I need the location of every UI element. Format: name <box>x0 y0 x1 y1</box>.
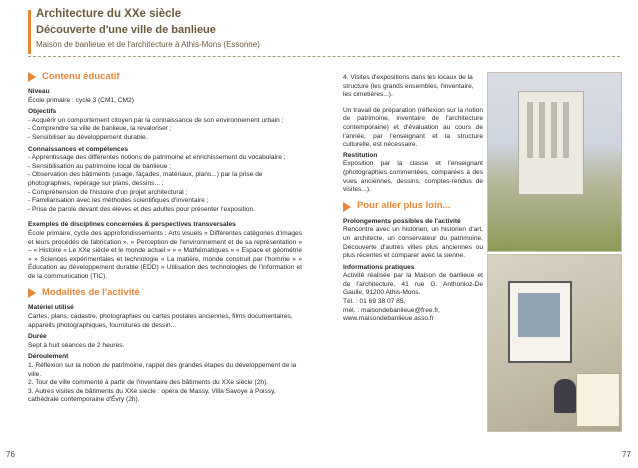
photo-column <box>487 72 625 430</box>
header-accent-bar <box>28 10 31 54</box>
deroulement-item: 3. Autres visites de bâtiments du XXe siècle : opéra de Massy, Villa Savoye à Poissy, cathédrale contemporaine d'Évry (2h). <box>28 387 276 404</box>
niveau-label: Niveau <box>28 88 50 95</box>
page-subtitle: Découverte d'une ville de banlieue <box>36 24 216 36</box>
deroulement-item-4: 4. Visites d'expositions dans les locaux de la structure (les grands ensembles, l'inventaire, les cimetières...). <box>343 74 474 99</box>
deroulement-item: 2. Tour de ville commenté à partir de l'inventaire des bâtiments du XXe siècle (2h). <box>28 379 269 387</box>
exhibition-photo <box>487 254 622 432</box>
objectif-item: - Comprendre sa ville de banlieue, la revaloriser ; <box>28 125 172 133</box>
objectif-item: - Acquérir un comportement citoyen par la connaissance de son environnement urbain ; <box>28 116 284 124</box>
exemples-label: Exemples de disciplines concernées & perspectives transversales <box>28 221 236 229</box>
competence-item: - Compréhension de l'histoire d'un projet architectural ; <box>28 188 188 196</box>
competence-item: - Sensibilisation au patrimoine local de banlieue ; <box>28 162 171 170</box>
prolongements-text: Rencontre avec un historien, un historien d'art, un architecte, un conservateur du patrimoine. Découverte d'autres villes plus anciennes ou plus récentes et comparer avec la sienne. <box>343 226 483 260</box>
niveau-text: École primaire : cycle 3 (CM1, CM2) <box>28 96 134 104</box>
building-sketch-image <box>518 91 584 195</box>
header-divider <box>28 56 620 57</box>
competence-item: - Prise de parole devant des élèves et des adultes pour présenter l'exposition. <box>28 205 256 213</box>
prolongements-label: Prolongements possibles de l'activité <box>343 217 461 225</box>
section-title: Contenu éducatif <box>42 70 120 82</box>
section-modalites <box>28 288 302 298</box>
section-title: Modalités de l'activité <box>42 287 140 299</box>
infos-line: Tél. : 01 69 38 07 85, <box>343 298 406 306</box>
competence-item: - Observation des bâtiments (usage, façades, matériaux, plans...) par la prise de photographies, repérage sur plans, dessins... ; <box>28 171 263 187</box>
deroulement-item: 1. Réflexion sur la notion de patrimoine, rappel des grandes étapes du développement de la ville. <box>28 362 297 378</box>
objectifs-label: Objectifs <box>28 108 57 116</box>
triangle-bullet-icon <box>343 202 351 212</box>
student-figure-image <box>554 379 576 413</box>
right-column <box>343 74 483 324</box>
exhibition-panel-image <box>508 281 572 363</box>
infos-line: mél. : maisondebanlieue@free.fr, <box>343 306 440 314</box>
triangle-bullet-icon <box>28 288 36 298</box>
building-drawing-photo <box>487 72 622 252</box>
infos-line: Activité réalisée par la Maison de banlieue et de l'architecture, 41 rue G. Anthonioz-De Gaulle, 91200 Athis-Mons. <box>343 272 483 297</box>
travail-text: Un travail de préparation (réflexion sur la notion de patrimoine, inventaire de l'architecture contemporaine) et d'évaluation au cours de l'année, par l'enseignant et la structure culturelle, est nécessaire. <box>343 106 483 149</box>
handwritten-note-image <box>576 373 620 427</box>
triangle-bullet-icon <box>28 72 36 82</box>
duree-label: Durée <box>28 333 47 341</box>
page-title: Architecture du XXe siècle <box>36 8 182 20</box>
deroulement-label: Déroulement <box>28 353 69 361</box>
page-number-right: 77 <box>622 450 631 459</box>
duree-text: Sept à huit séances de 2 heures. <box>28 341 125 349</box>
section-pour-aller-plus-loin <box>343 202 483 212</box>
infos-label: Informations pratiques <box>343 263 415 271</box>
competences-label: Connaissances et compétences <box>28 145 129 153</box>
competence-item: - Apprentissage des différentes notions de patrimoine et enrichissement du vocabulaire ; <box>28 154 286 162</box>
exemples-text: École primaire, cycle des approfondissements : Arts visuels « Différentes catégories d'images et leurs procédés de fabrication », « Perception de l'environnement et de sa représentation » – « Histoire « Le XXe siècle et le monde actuel » » « Mathématiques » « Espace et géométrie » » Sciences expérimentales et technologie « La matière, monde construit par l'homme » » Éducation au développement durable (EDD) » Utilisation des technologies de l'information et de la communication (TIC). <box>28 229 302 280</box>
page-number-left: 76 <box>6 450 15 459</box>
restitution-text: Exposition par la classe et l'enseignant (photographies commentées, comparées à des vues anciennes, dessins, comptes-rendus de visites...). <box>343 160 483 194</box>
competence-item: - Familiarisation avec les méthodes scientifiques d'inventaire ; <box>28 197 209 205</box>
objectif-item: - Sensibiliser au développement durable. <box>28 133 148 141</box>
restitution-label: Restitution <box>343 151 378 159</box>
left-column <box>28 72 302 405</box>
page-caption: Maison de banlieue et de l'architecture à Athis-Mons (Essonne) <box>36 40 260 49</box>
section-title: Pour aller plus loin... <box>357 200 451 212</box>
section-contenu-educatif <box>28 72 302 82</box>
materiel-text: Cartes, plans, cadastre, photographies ou cartes postales anciennes, films documentaires, appareils photographiques, fournitures de dessin... <box>28 313 293 329</box>
materiel-label: Matériel utilisé <box>28 304 74 312</box>
infos-line: www.maisondebanlieue.asso.fr <box>343 315 434 323</box>
